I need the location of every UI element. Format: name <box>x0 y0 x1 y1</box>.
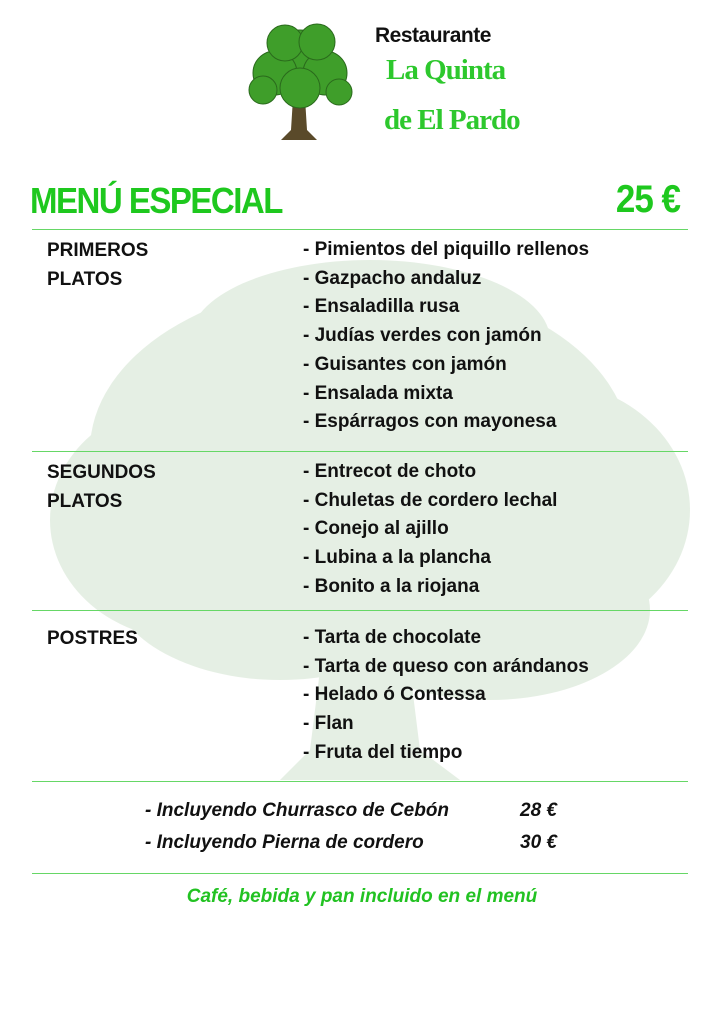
menu-item: - Ensalada mixta <box>303 382 453 404</box>
extra-option-label: - Incluyendo Churrasco de Cebón <box>145 800 450 821</box>
menu-item: - Helado ó Contessa <box>303 684 486 706</box>
menu-item: - Pimientos del piquillo rellenos <box>303 239 590 260</box>
divider <box>32 781 688 782</box>
menu-item: - Chuletas de cordero lechal <box>303 489 558 511</box>
menu-item: - Gazpacho andaluz <box>303 267 482 289</box>
brand-name-line1: La Quinta <box>386 54 506 86</box>
divider <box>32 610 688 611</box>
menu-item: - Entrecot de choto <box>303 461 477 482</box>
menu-item: - Fruta del tiempo <box>303 741 463 763</box>
menu-item: - Ensaladilla rusa <box>303 296 460 318</box>
tree-logo-icon <box>245 18 355 143</box>
section-title-line: PRIMEROS <box>47 240 149 261</box>
menu-item: - Guisantes con jamón <box>303 353 507 375</box>
section-title-line: PLATOS <box>47 269 123 290</box>
menu-item: - Tarta de queso con arándanos <box>303 655 589 677</box>
primeros-list <box>303 236 589 437</box>
divider <box>32 229 688 230</box>
divider <box>32 451 688 452</box>
footer-note: Café, bebida y pan incluido en el menú <box>186 886 538 907</box>
extra-option-price: 30 € <box>520 832 557 853</box>
section-title-primeros <box>47 236 148 294</box>
section-title-line: POSTRES <box>47 628 138 649</box>
brand-restaurante-label: Restaurante <box>375 24 491 47</box>
extra-option-label: - Incluyendo Pierna de cordero <box>145 832 424 853</box>
postres-list <box>303 624 589 768</box>
section-title-line: PLATOS <box>47 491 123 512</box>
menu-item: - Lubina a la plancha <box>303 547 491 569</box>
segundos-list <box>303 458 557 602</box>
section-title-line: SEGUNDOS <box>47 462 156 483</box>
menu-item: - Judías verdes con jamón <box>303 325 542 347</box>
divider <box>32 873 688 874</box>
section-title-segundos <box>47 458 156 516</box>
menu-item: - Bonito a la riojana <box>303 575 480 597</box>
menu-item: - Conejo al ajillo <box>303 518 449 540</box>
brand-name-line2: de El Pardo <box>384 104 520 136</box>
menu-title: MENÚ ESPECIAL <box>30 180 282 221</box>
menu-item: - Flan <box>303 713 354 735</box>
section-title-postres <box>47 624 138 653</box>
menu-price: 25 € <box>615 178 680 221</box>
menu-item: - Espárragos con mayonesa <box>303 411 557 433</box>
extra-option-price: 28 € <box>520 800 557 821</box>
menu-item: - Tarta de chocolate <box>303 627 482 648</box>
